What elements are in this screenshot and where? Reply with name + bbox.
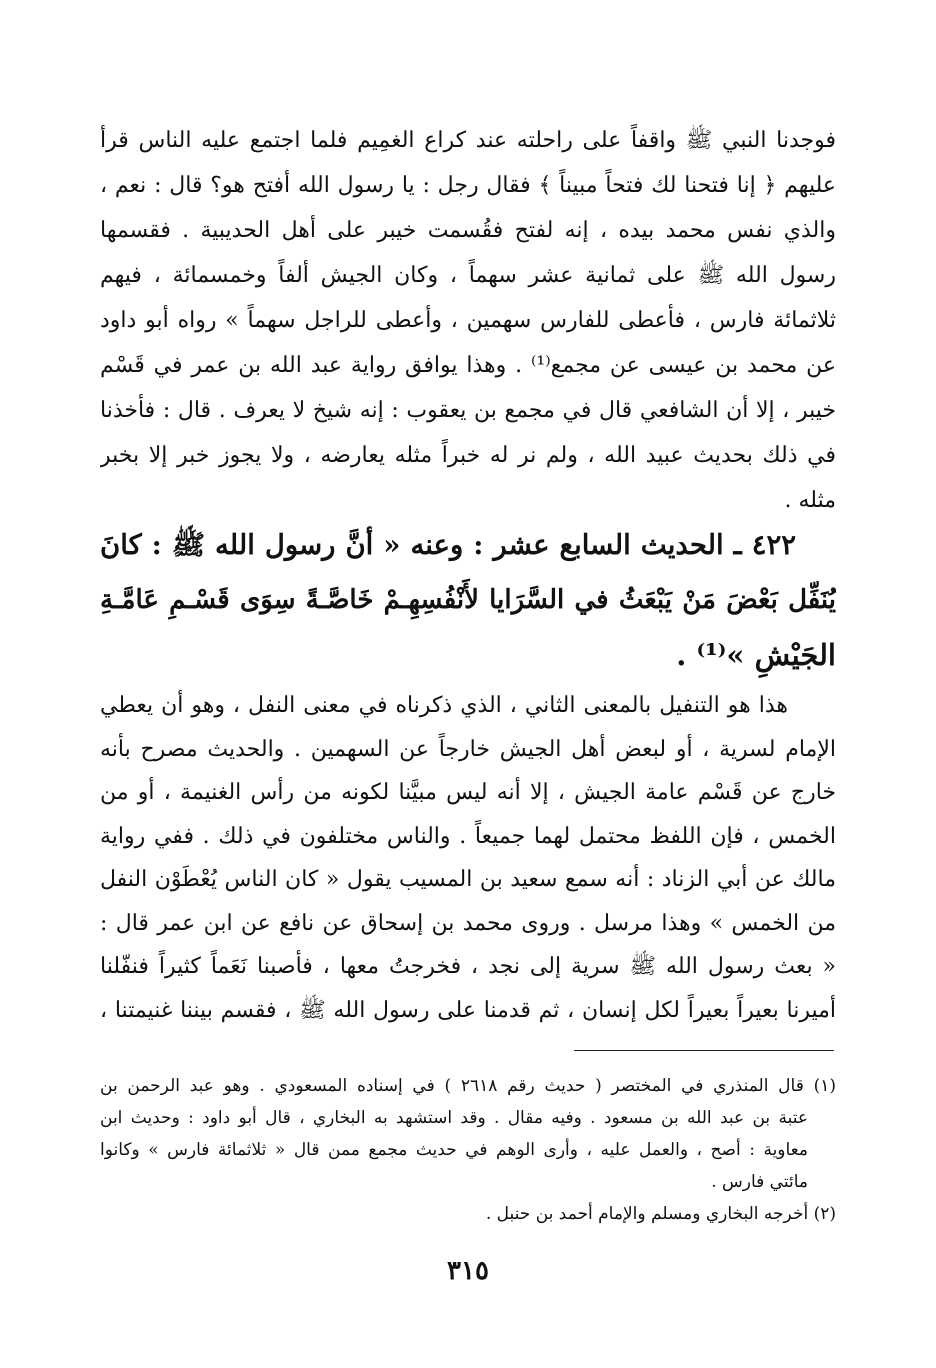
text-line: الإمام لسرية ، أو لبعض أهل الجيش خارجاً عن السهمين . والحديث مصرح بأنه	[100, 736, 836, 762]
hadith-line: يُنَفِّل بَعْضَ مَنْ يَبْعَثُ في السَّرَايا لأَنْفُسِهِـمْ خَاصَّـةً سِوَى قَسْـمِ عَامَّـةِ	[100, 585, 836, 615]
hadith-text	[100, 518, 836, 683]
footnote-separator	[574, 1050, 834, 1051]
text-line: رسول الله ﷺ على ثمانية عشر سهماً ، وكان الجيش ألفاً وخمسمائة ، فيهم	[100, 263, 836, 288]
text-line: مثله .	[784, 488, 836, 513]
footnote-line: عتبة بن عبد الله بن مسعود . وفيه مقال . وقد استشهد به البخاري ، قال أبو داود : وحديث ابن	[100, 1108, 808, 1128]
text-line: خارج عن قَسْم عامة الجيش ، إلا أنه ليس مبيَّنا لكونه من رأس الغنيمة ، أو من	[100, 780, 836, 805]
text-line: خيبر ، إلا أن الشافعي قال في مجمع بن يعقوب : إنه شيخ لا يعرف . قال : فأخذنا	[100, 398, 836, 423]
footnote-line: (١) قال المنذري في المختصر ( حديث رقم ٢٦١٨ ) في إسناده المسعودي . وهو عبد الرحمن بن	[100, 1076, 836, 1096]
page-number: ٣١٥	[447, 1256, 489, 1286]
hadith-line: ٤٢٢ ـ الحديث السابع عشر : وعنه « أنَّ رسول الله ﷺ : كانَ	[100, 529, 796, 561]
text-line: ثلاثمائة فارس ، فأعطى للفارس سهمين ، وأعطى للراجل سهماً » رواه أبو داود	[100, 308, 836, 333]
paragraph-1	[100, 118, 836, 523]
text-line: عن محمد بن عيسى عن مجمع⁽¹⁾ . وهذا يوافق رواية عبد الله بن عمر في قَسْم	[100, 353, 836, 378]
footnote-line: مائتي فارس .	[711, 1172, 808, 1192]
text-line: أميرنا بعيراً بعيراً لكل إنسان ، ثم قدمنا على رسول الله ﷺ ، فقسم بيننا غنيمتنا ،	[100, 997, 836, 1023]
text-line: والذي نفس محمد بيده ، إنه لفتح فقُسمت خيبر على أهل الحديبية . فقسمها	[100, 218, 836, 243]
text-line: من الخمس » وهذا مرسل . وروى محمد بن إسحاق عن نافع عن ابن عمر قال :	[100, 910, 836, 936]
footnote-line: (٢) أخرجه البخاري ومسلم والإمام أحمد بن حنبل .	[485, 1204, 836, 1224]
text-line: عليهم ﴿ إنا فتحنا لك فتحاً مبيناً ﴾ فقال رجل : يا رسول الله أفتح هو؟ قال : نعم ،	[100, 173, 836, 198]
text-line: في ذلك بحديث عبيد الله ، ولم نر له خبراً مثله يعارضه ، ولا يجوز خبر إلا بخبر	[100, 443, 836, 468]
paragraph-2	[100, 684, 836, 1032]
hadith-line: الجَيْشِ »⁽¹⁾ .	[676, 638, 836, 672]
text-line: « بعث رسول الله ﷺ سرية إلى نجد ، فخرجتُ معها ، فأصبنا نَعَماً كثيراً فنفّلنا	[100, 954, 836, 979]
text-line: الخمس ، فإن اللفظ محتمل لهما جميعاً . والناس مختلفون في ذلك . ففي رواية	[100, 823, 836, 849]
text-line: فوجدنا النبي ﷺ واقفاً على راحلته عند كراع الغمِيم فلما اجتمع عليه الناس قرأ	[100, 128, 836, 153]
text-line: مالك عن أبي الزناد : أنه سمع سعيد بن المسيب يقول « كان الناس يُعْطَوْن النفل	[100, 867, 836, 892]
footnotes	[100, 1070, 836, 1230]
text-line: هذا هو التنفيل بالمعنى الثاني ، الذي ذكرناه في معنى النفل ، وهو أن يعطي	[100, 693, 788, 718]
footnote-line: معاوية : أصح ، والعمل عليه ، وأرى الوهم في حديث مجمع ممن قال « ثلاثمائة فارس » وكانوا	[100, 1140, 808, 1160]
